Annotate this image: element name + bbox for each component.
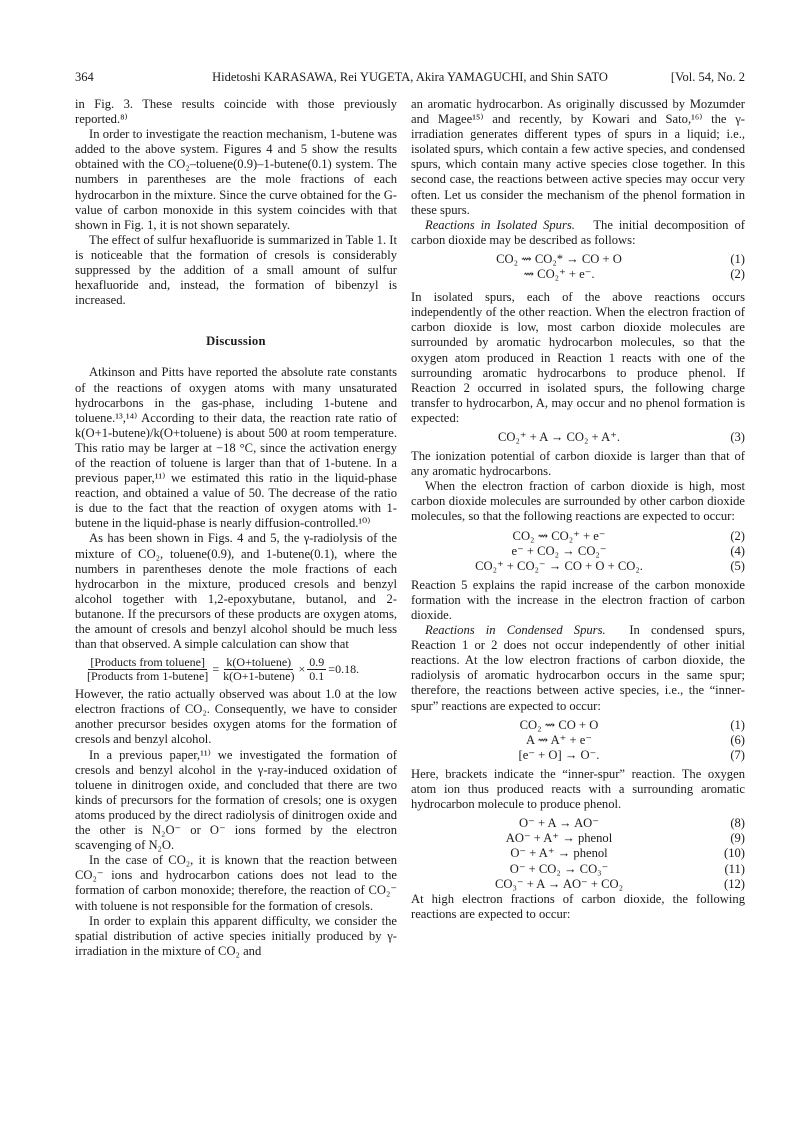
- equation-number: (9): [730, 831, 745, 846]
- equation-group-4: [411, 718, 745, 763]
- equation: O⁻ + A⁺ → phenol (10): [510, 846, 745, 861]
- section-heading: Discussion: [206, 334, 266, 349]
- equation: CO₂ ⇝ CO₂⁺ + e⁻ (2): [512, 528, 745, 543]
- paragraph: Reactions in Isolated Spurs. The initial decomposition of carbon dioxide may be described as follows:: [411, 217, 745, 247]
- paragraph: in Fig. 3. These results coincide with those previously reported.⁸⁾: [75, 97, 397, 127]
- author-line: Hidetoshi KARASAWA, Rei YUGETA, Akira YAMAGUCHI, and Shin SATO: [212, 70, 608, 84]
- volume-info: [Vol. 54, No. 2: [670, 70, 745, 84]
- equation: CO₂ ⇝ CO₂* → CO + O (1): [496, 251, 745, 266]
- equation-number: (5): [730, 558, 745, 573]
- paragraph: However, the ratio actually observed was about 1.0 at the low electron fractions of CO₂. Consequently, we have to consider another precursor besides oxygen atoms for the formation of cresols and benzyl alcohol.: [75, 687, 397, 747]
- left-column: [75, 97, 397, 959]
- paragraph: When the electron fraction of carbon dioxide is high, most carbon dioxide molecules are surrounded by other carbon dioxide molecules, so that the following reactions are expected to occur:: [411, 479, 745, 524]
- equation-number: (1): [730, 251, 745, 266]
- paragraph: In order to explain this apparent difficulty, we consider the spatial distribution of active species initially produced by γ-irradiation in the mixture of CO₂ and: [75, 913, 397, 958]
- paragraph: Reaction 5 explains the rapid increase of the carbon monoxide formation with the increase in the electron fraction of carbon dioxide.: [411, 577, 745, 622]
- equation-number: (3): [730, 429, 745, 444]
- equation-number: (11): [724, 861, 745, 876]
- paragraph: an aromatic hydrocarbon. As originally discussed by Mozumder and Magee¹⁵⁾ and recently, by Kowari and Sato,¹⁶⁾ the γ-irradiation generates different types of spurs in a liquid; i.e., isolated spurs, which contain a few active species, and condensed spurs, which contain many active species close together. In this second case, the reactions between active species may occur very often. Let us consider the mechanism of the phenol formation in these spurs.: [411, 97, 745, 217]
- equation-number: (10): [724, 846, 745, 861]
- page-number: 364: [75, 70, 94, 84]
- paragraph: Here, brackets indicate the “inner-spur” reaction. The oxygen atom ion thus produced reacts with a surrounding aromatic hydrocarbon molecule to produce phenol.: [411, 766, 745, 812]
- equation-result: =0.18.: [328, 662, 360, 677]
- equation: CO₂⁺ + A → CO₂ + A⁺. (3): [497, 429, 745, 444]
- equation: CO₂⁺ + CO₂⁻ → CO + O + CO₂. (5): [475, 558, 745, 573]
- equation-number: (12): [724, 876, 745, 891]
- paragraph: In the case of CO₂, it is known that the reaction between CO₂⁻ ions and hydrocarbon cations does not lead to the formation of carbon monoxide; therefore, the reaction of CO₂⁻ with toluene is not responsible for the formation of cresols.: [75, 853, 397, 913]
- equation-number: (8): [730, 816, 745, 831]
- paragraph: In a previous paper,¹¹⁾ we investigated the formation of cresols and benzyl alcohol in the γ-ray-induced oxidation of toluene in dinitrogen oxide, and concluded that there are two kinds of precursors for the formation of cresols; one is oxygen atoms produced by the direct radiolysis of dinitrogen oxide and the other is N₂O⁻ or O⁻ ions formed by the electron scavenging of N₂O.: [75, 747, 397, 853]
- subsection-heading: Reactions in Condensed Spurs.: [425, 623, 606, 638]
- equation: ⇝ CO₂⁺ + e⁻. (2): [523, 267, 745, 282]
- fraction-mole: $\frac{0.9}{0.1}$: [309, 655, 325, 684]
- ratio-equation: $\frac{\text{[Products from toluene]}}{\text{[Products from 1-butene]}}$ = $\frac{\text{k(O+toluene)}}{\text{k(O+1-butene)}}$ × $\frac{0.9}{0.1}$ =0.18.: [87, 655, 360, 684]
- equation: O⁻ + A → AO⁻ (8): [519, 816, 745, 831]
- paragraph: The ionization potential of carbon dioxide is larger than that of any aromatic hydrocarbons.: [411, 449, 745, 479]
- fraction-products: $\frac{\text{[Products from toluene]}}{\text{[Products from 1-butene]}}$: [87, 655, 209, 684]
- paragraph: Reactions in Condensed Spurs. In condensed spurs, Reaction 1 or 2 does not occur independently of other initial reactions. At the low electron fractions of carbon dioxide, the radiolysis of aromatic hydrocarbon occurs in the same spur; therefore, the reactions between active species, i.e., the “inner-spur” reactions are expected to occur:: [411, 623, 745, 713]
- equation: AO⁻ + A⁺ → phenol (9): [505, 831, 745, 846]
- running-header: [75, 70, 745, 88]
- equation: A ⇝ A⁺ + e⁻ (6): [526, 732, 745, 747]
- equation-number: (6): [730, 732, 745, 747]
- equation-group-1: [411, 252, 745, 282]
- right-column: [411, 97, 745, 922]
- equation-group-2: [411, 430, 745, 445]
- paragraph: Atkinson and Pitts have reported the absolute rate constants of the reactions of oxygen atoms with many unsaturated hydrocarbons in the gas-phase, including 1-butene and toluene.¹³,¹⁴⁾ According to their data, the reaction rate ratio of k(O+1-butene)/k(O+toluene) is about 500 at room temperature. This ratio may be larger at −18 °C, since the activation energy of the reaction of toluene is larger than that of 1-butene. In a previous paper,¹¹⁾ we estimated this ratio in the liquid-phase reaction, and obtained a value of 50. The decrease of the ratio is due to the fact that the reaction of oxygen atoms with 1-butene in the liquid-phase is nearly diffusion-controlled.¹⁰⁾: [75, 365, 397, 531]
- equation: e⁻ + CO₂ → CO₂⁻ (4): [511, 543, 745, 558]
- paragraph: The effect of sulfur hexafluoride is summarized in Table 1. It is noticeable that the formation of cresols is considerably suppressed by the addition of a small amount of sulfur hexafluoride and, instead, the formation of bibenzyl is increased.: [75, 232, 397, 308]
- equation-number: (2): [730, 528, 745, 543]
- equation-number: (4): [730, 543, 745, 558]
- equation-number: (2): [730, 267, 745, 282]
- equation: O⁻ + CO₂ → CO₃⁻ (11): [509, 861, 745, 876]
- paragraph: As has been shown in Figs. 4 and 5, the γ-radiolysis of the mixture of CO₂, toluene(0.9), and 1-butene(0.1), where the numbers in parentheses denote the mole fractions of each hydrocarbon in the mixture, produced cresols and benzyl alcohol together with 1,2-epoxybutane, butanol, and 2-butanone. If the precursors of these products are oxygen atoms, the amount of cresols and benzyl alcohol should be much less than that observed. A simple calculation can show that: [75, 531, 397, 652]
- fraction-rate-constants: $\frac{\text{k(O+toluene)}}{\text{k(O+1-butene)}}$: [223, 655, 295, 684]
- equation-number: (7): [730, 747, 745, 762]
- equation-group-3: [411, 529, 745, 574]
- equation: CO₂ ⇝ CO + O (1): [519, 717, 745, 732]
- paragraph: At high electron fractions of carbon dioxide, the following reactions are expected to occur:: [411, 891, 745, 921]
- subsection-heading: Reactions in Isolated Spurs.: [425, 217, 575, 232]
- equation: [e⁻ + O] → O⁻. (7): [518, 747, 745, 762]
- equation-group-5: [411, 816, 745, 891]
- paragraph: In order to investigate the reaction mechanism, 1-butene was added to the above system. Figures 4 and 5 show the results obtained with the CO₂–toluene(0.9)–1-butene(0.1) system. The numbers in parentheses are the mole fractions of each hydrocarbon in the mixture. Since the curve obtained for the G-value of carbon monoxide in this system coincides with that shown in Fig. 1, it is not shown separately.: [75, 127, 397, 232]
- paragraph: In isolated spurs, each of the above reactions occurs independently of the other reaction. When the electron fraction of carbon dioxide is low, most carbon dioxide molecules are surrounded by aromatic hydrocarbon molecules, so that the oxygen atom produced in Reaction 1 reacts with one of the surrounding aromatic hydrocarbons to produce phenol. If Reaction 2 occurred in isolated spurs, the following charge transfer to hydrocarbon, A, may occur and no phenol formation is expected:: [411, 290, 745, 425]
- equation: CO₃⁻ + A → AO⁻ + CO₂ (12): [495, 876, 745, 891]
- equation-number: (1): [730, 717, 745, 732]
